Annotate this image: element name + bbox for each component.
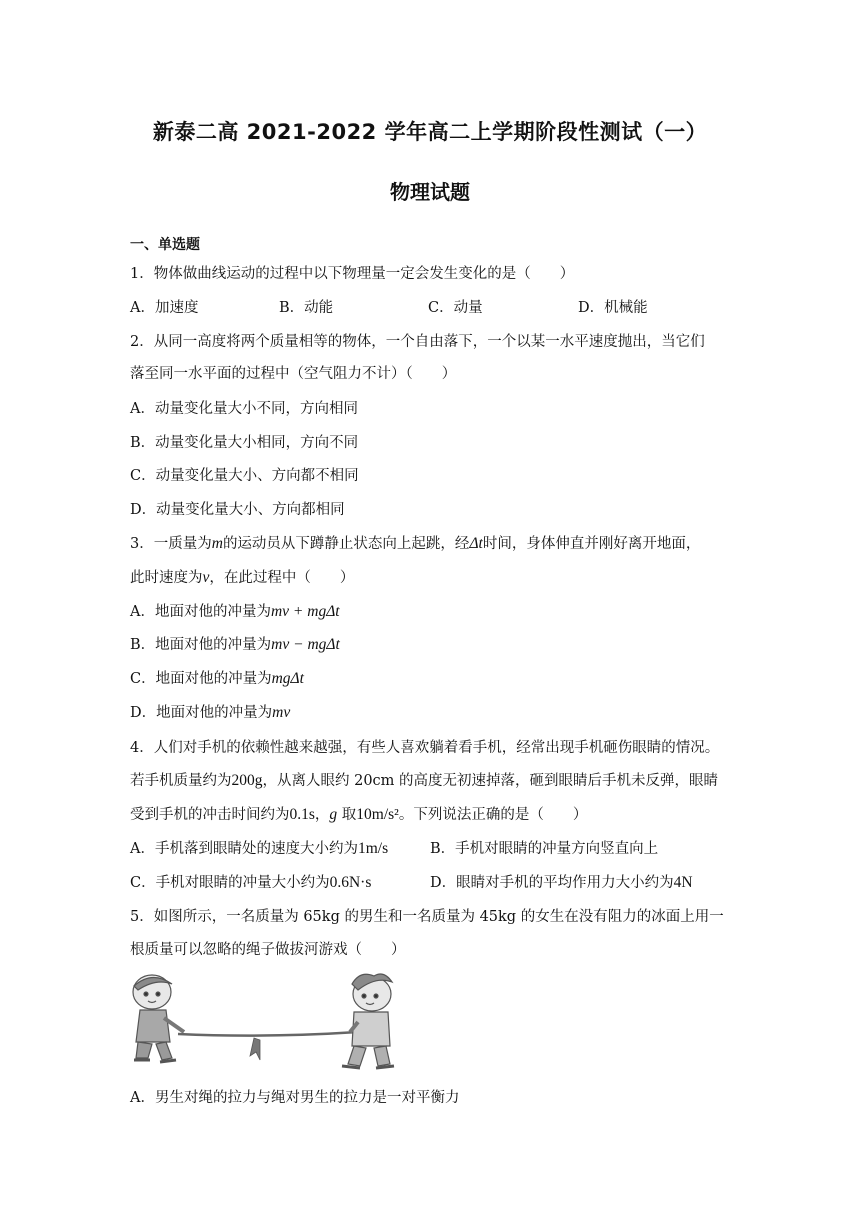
rope-marker [250, 1038, 260, 1060]
question-1-option-c: C．动量 [428, 300, 483, 316]
symbol-m: m [211, 535, 223, 552]
q3-text-4: 此时速度为 [130, 570, 203, 586]
boy-figure-left [133, 975, 184, 1062]
q4-text-5: 取 [337, 807, 357, 823]
question-1-option-d: D．机械能 [578, 300, 648, 316]
question-3-option-b [130, 633, 340, 654]
question-4-option-b: B．手机对眼睛的冲量方向竖直向上 [430, 841, 659, 857]
question-4-stem-line-1: 4．人们对手机的依赖性越来越强，有些人喜欢躺着看手机，经常出现手机砸伤眼睛的情况。 [130, 740, 720, 756]
question-4-option-c [130, 871, 371, 892]
q4-text-3: 受到手机的冲击时间约为 [130, 807, 290, 823]
option-a-expression: mv + mgΔt [270, 603, 340, 620]
gravity-value: 10m/s² [356, 806, 399, 823]
question-3-option-d [130, 701, 290, 722]
option-d-text: D．地面对他的冲量为 [130, 705, 273, 721]
question-2-option-d: D．动量变化量大小、方向都相同 [130, 502, 345, 518]
question-2-stem-line-2: 落至同一水平面的过程中（空气阻力不计）（ ） [130, 366, 457, 382]
option-c-expression: mgΔt [271, 670, 304, 687]
symbol-delta-t: Δt [469, 535, 483, 552]
question-1-option-b: B．动能 [279, 300, 334, 316]
exam-title: 新泰二高 2021-2022 学年高二上学期阶段性测试（一） [152, 120, 708, 144]
question-3-option-a [130, 600, 340, 621]
time-value: 0.1s [289, 806, 315, 823]
symbol-g: g [329, 806, 338, 823]
option-c-text: C．地面对他的冲量为 [130, 671, 272, 687]
question-1-stem: 1．物体做曲线运动的过程中以下物理量一定会发生变化的是（ ） [130, 266, 575, 282]
section-heading-single-choice: 一、单选题 [130, 237, 200, 253]
question-4-stem-line-3 [130, 803, 587, 824]
question-3-stem-line-2 [130, 566, 354, 587]
q4-option-c-text: C．手机对眼睛的冲量大小约为 [130, 875, 330, 891]
question-2-option-b: B．动量变化量大小相同，方向不同 [130, 435, 359, 451]
question-4-option-a [130, 837, 388, 858]
question-5-stem-line-2: 根质量可以忽略的绳子做拔河游戏（ ） [130, 942, 406, 958]
q4-text-2: ，从离人眼约 20cm 的高度无初速掉落，砸到眼睛后手机未反弹，眼睛 [262, 773, 719, 789]
q4-option-d-value: 4N [673, 874, 693, 891]
q4-text-1: 若手机质量约为 [130, 773, 232, 789]
question-2-stem-line-1: 2．从同一高度将两个质量相等的物体，一个自由落下，一个以某一水平速度抛出，当它们 [130, 334, 705, 350]
question-3-option-c [130, 667, 304, 688]
q4-option-a-text: A．手机落到眼睛处的速度大小约为 [130, 841, 358, 857]
question-5-option-a: A．男生对绳的拉力与绳对男生的拉力是一对平衡力 [130, 1090, 460, 1106]
q4-text-4: ， [314, 807, 330, 823]
q4-option-c-value: 0.6N·s [329, 874, 372, 891]
q3-text-1: 3．一质量为 [130, 536, 212, 552]
tug-of-war-illustration [126, 968, 401, 1074]
boy-figure-right [342, 974, 394, 1068]
question-3-stem-line-1 [130, 532, 700, 553]
question-2-option-c: C．动量变化量大小、方向都不相同 [130, 468, 359, 484]
q4-option-a-value: 1m/s [357, 840, 389, 857]
question-5-stem-line-1: 5．如图所示，一名质量为 65kg 的男生和一名质量为 45kg 的女生在没有阻力的冰面上用一 [130, 909, 724, 925]
q4-text-6: 。下列说法正确的是（ ） [398, 807, 588, 823]
mass-value: 200g [231, 772, 263, 789]
symbol-v: v [202, 569, 210, 586]
rope [178, 1032, 358, 1036]
option-b-expression: mv − mgΔt [271, 636, 340, 653]
question-1-option-a: A．加速度 [130, 300, 199, 316]
option-d-expression: mv [272, 704, 291, 721]
q3-text-3: 时间，身体伸直并刚好离开地面， [482, 536, 701, 552]
question-2-option-a: A．动量变化量大小不同，方向相同 [130, 401, 358, 417]
option-a-text: A．地面对他的冲量为 [130, 604, 271, 620]
exam-subtitle: 物理试题 [390, 180, 470, 204]
option-b-text: B．地面对他的冲量为 [130, 637, 272, 653]
question-4-stem-line-2 [130, 769, 718, 790]
q4-option-d-text: D．眼睛对手机的平均作用力大小约为 [430, 875, 674, 891]
q3-text-5: ，在此过程中（ ） [209, 570, 355, 586]
q3-text-2: 的运动员从下蹲静止状态向上起跳，经 [222, 536, 470, 552]
question-4-option-d [430, 871, 693, 892]
